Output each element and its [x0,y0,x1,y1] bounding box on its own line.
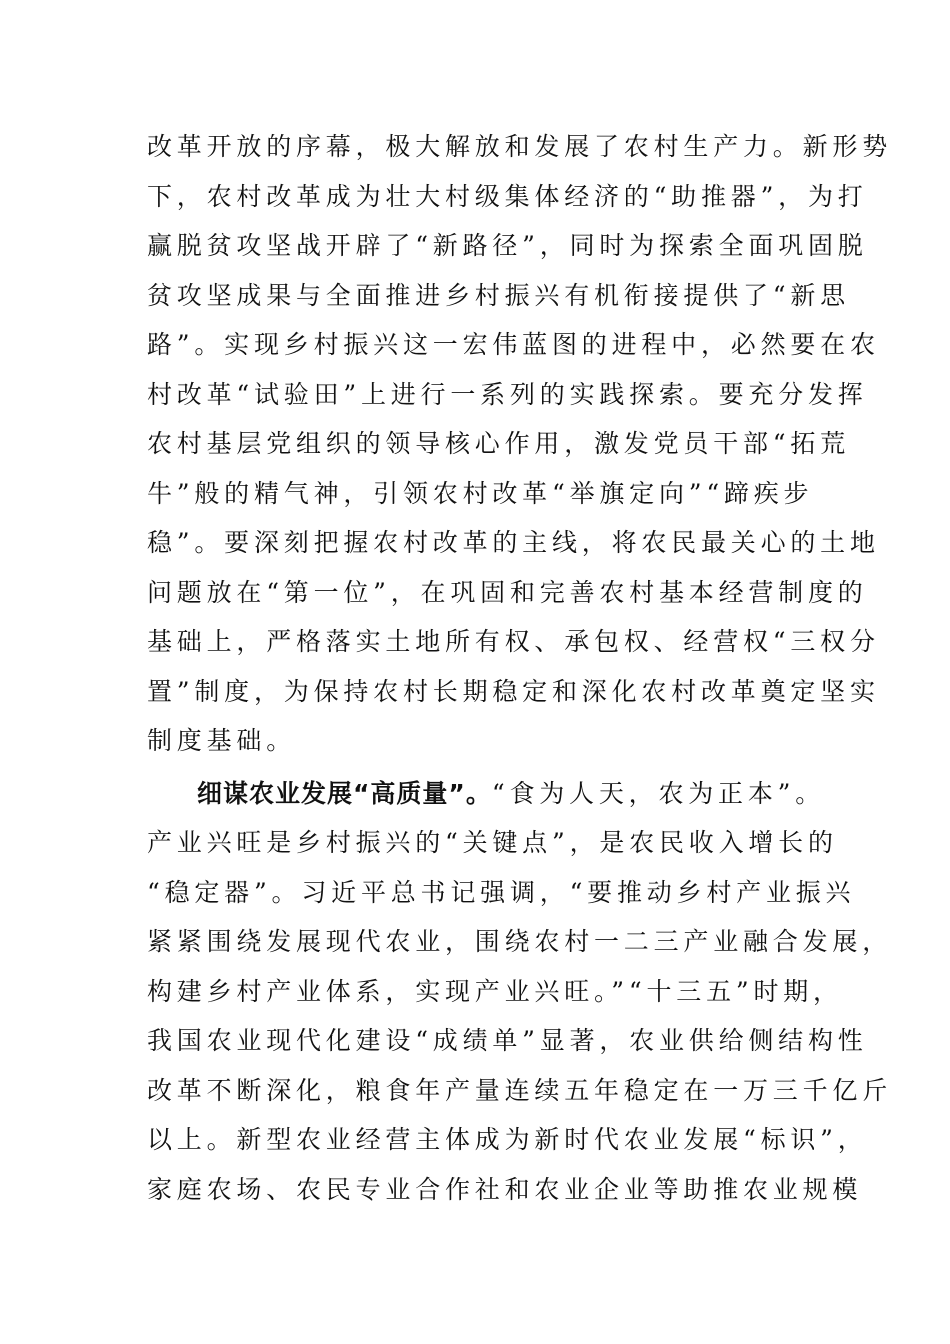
text-line: 紧紧围绕发展现代农业，围绕农村一二三产业融合发展， [147,927,893,956]
paragraph-first-line [147,769,826,819]
body-text [147,122,893,1214]
text-line: 家庭农场、农民专业合作社和农业企业等助推农业规模 [147,1174,863,1204]
text-line: 构建乡村产业体系，实现产业兴旺。”“十三五”时期， [147,976,843,1006]
text-line: 牛”般的精气神，引领农村改革“举旗定向”“蹄疾步 [147,478,814,508]
text-line: 我国农业现代化建设“成绩单”显著，农业供给侧结构性 [147,1026,868,1055]
quote-text: “食为人天，农为正本”。 [491,778,826,808]
text-line: 农村基层党组织的领导核心作用，激发党员干部“拓荒 [147,429,850,458]
text-line: 改革不断深化，粮食年产量连续五年稳定在一万三千亿斤 [147,1075,893,1105]
text-line: 产业兴旺是乡村振兴的“关键点”，是农民收入增长的 [147,828,838,857]
text-line: 以上。新型农业经营主体成为新时代农业发展“标识”， [147,1125,868,1154]
text-line: 基础上，严格落实土地所有权、承包权、经营权“三权分 [147,627,880,656]
text-line: 稳”。要深刻把握农村改革的主线，将农民最关心的土地 [147,528,880,557]
text-line: 赢脱贫攻坚战开辟了“新路径”，同时为探索全面巩固脱 [147,231,868,260]
text-line: 路”。实现乡村振兴这一宏伟蓝图的进程中，必然要在农 [147,330,880,359]
text-line: 问题放在“第一位”，在巩固和完善农村基本经营制度的 [147,577,868,607]
section-heading: 细谋农业发展“高质量”。 [197,778,492,808]
paragraph-agriculture-development [147,769,893,1215]
text-line: 村改革“试验田”上进行一系列的实践探索。要充分发挥 [147,379,868,409]
paragraph-rural-reform [147,122,893,766]
text-line: 下，农村改革成为壮大村级集体经济的“助推器”，为打 [147,181,868,211]
text-line: 贫攻坚成果与全面推进乡村振兴有机衔接提供了“新思 [147,280,850,310]
text-line: 制度基础。 [147,726,297,755]
text-line: 置”制度，为保持农村长期稳定和深化农村改革奠定坚实 [147,676,880,706]
text-line: 改革开放的序幕，极大解放和发展了农村生产力。新形势 [147,132,893,161]
text-line: “稳定器”。习近平总书记强调，“要推动乡村产业振兴 [147,877,856,907]
